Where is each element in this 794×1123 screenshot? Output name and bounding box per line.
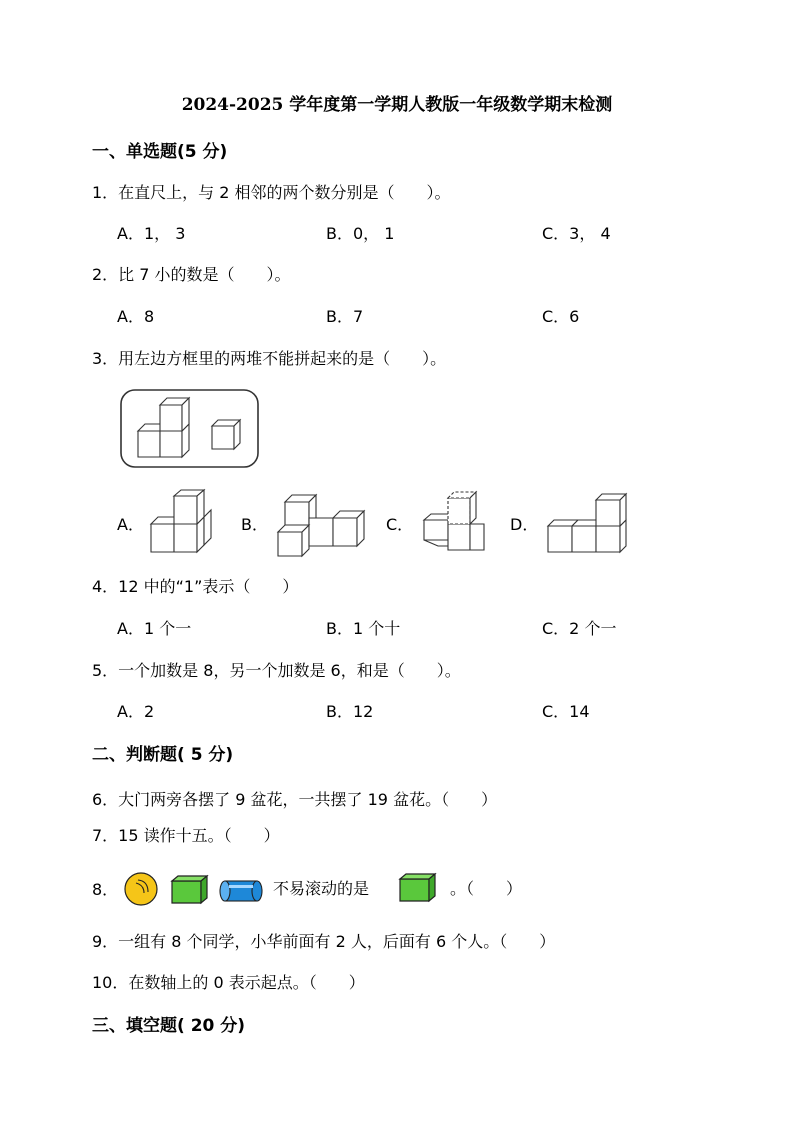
question-3-option-c: C． (386, 515, 414, 534)
question-4-option-b: B．1 个十 (326, 619, 401, 638)
question-3-option-a-figure (149, 490, 221, 555)
question-2-option-c: C．6 (542, 307, 580, 326)
question-3-option-c-figure (420, 490, 490, 555)
question-1-option-c: C．3， 4 (542, 224, 611, 243)
section-heading-single-choice: 一、单选题(5 分) (92, 142, 228, 162)
question-1-text: 1．在直尺上，与 2 相邻的两个数分别是（ ）。 (92, 183, 451, 202)
question-1-option-a: A．1， 3 (117, 224, 186, 243)
question-3-option-d-figure (546, 492, 641, 554)
cuboid-icon (399, 873, 439, 903)
question-5-option-b: B．12 (326, 702, 374, 721)
question-2-option-b: B．7 (326, 307, 364, 326)
question-3-text: 3．用左边方框里的两堆不能拼起来的是（ ）。 (92, 349, 447, 368)
question-3-option-d: D． (510, 515, 539, 534)
question-5-option-c: C．14 (542, 702, 590, 721)
question-4-option-a: A．1 个一 (117, 619, 192, 638)
question-8-middle-text: 不易滚动的是 (273, 879, 370, 898)
question-2-text: 2．比 7 小的数是（ ）。 (92, 265, 291, 284)
question-5-option-a: A．2 (117, 702, 155, 721)
question-4-option-c: C．2 个一 (542, 619, 617, 638)
question-5-text: 5．一个加数是 8，另一个加数是 6，和是（ ）。 (92, 661, 461, 680)
cylinder-icon (219, 879, 263, 905)
question-9-text: 9．一组有 8 个同学，小华前面有 2 人，后面有 6 个人。（ ） (92, 932, 556, 951)
question-1-option-b: B．0， 1 (326, 224, 395, 243)
question-7-text: 7．15 读作十五。（ ） (92, 826, 280, 845)
cuboid-icon (171, 875, 211, 905)
section-heading-true-false: 二、判断题( 5 分) (92, 745, 234, 765)
sphere-icon (124, 872, 160, 908)
question-8-number: 8． (92, 880, 119, 899)
question-3-option-a: A． (117, 515, 144, 534)
question-6-text: 6．大门两旁各摆了 9 盆花，一共摆了 19 盆花。（ ） (92, 790, 498, 809)
page-title: 2024-2025 学年度第一学期人教版一年级数学期末检测 (181, 95, 613, 115)
question-10-text: 10．在数轴上的 0 表示起点。（ ） (92, 973, 365, 992)
question-3-option-b: B． (241, 515, 268, 534)
question-3-reference-figure (120, 389, 260, 469)
question-3-option-b-figure (277, 488, 372, 558)
question-8-end-text: 。（ ） (450, 879, 523, 898)
question-2-option-a: A．8 (117, 307, 155, 326)
section-heading-fill-in: 三、填空题( 20 分) (92, 1016, 246, 1036)
question-4-text: 4．12 中的“1”表示（ ） (92, 577, 299, 596)
